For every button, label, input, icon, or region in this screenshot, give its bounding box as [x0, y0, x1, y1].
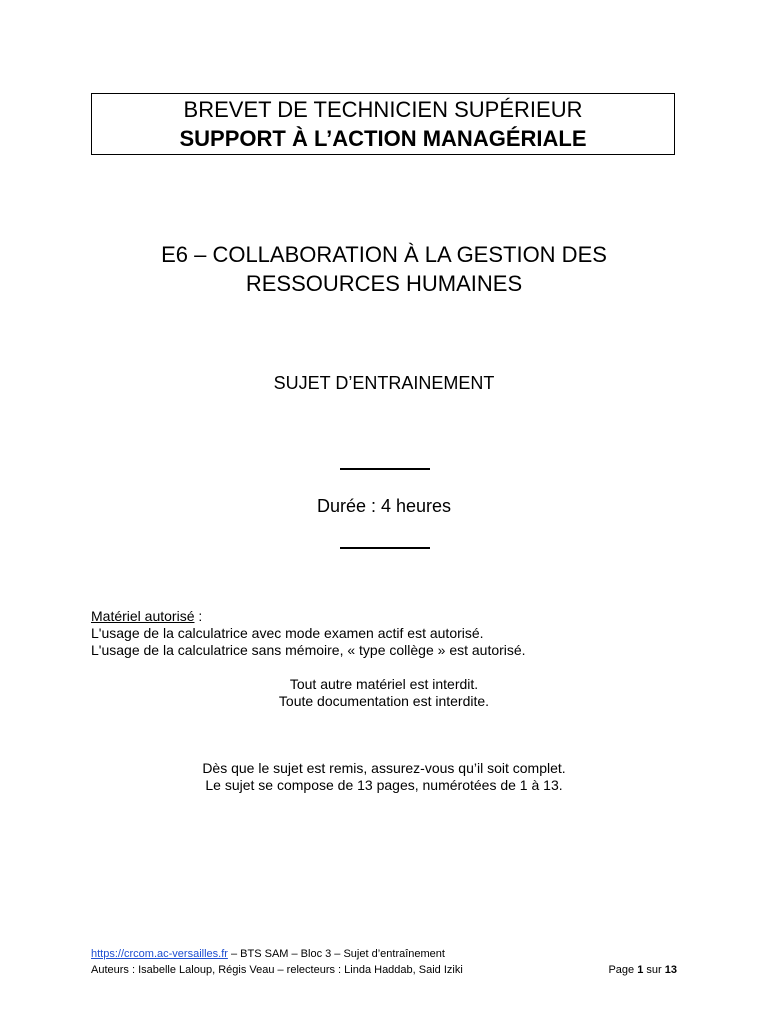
subject-type: SUJET D’ENTRAINEMENT — [273, 373, 495, 393]
diploma-title: BREVET DE TECHNICIEN SUPÉRIEUR — [183, 97, 583, 122]
page-number — [608, 962, 677, 978]
page-mid: sur — [643, 964, 665, 976]
forbidden-material — [0, 676, 768, 710]
divider-top — [340, 468, 430, 470]
footer-authors: Auteurs : Isabelle Laloup, Régis Veau – relecteurs : Linda Haddab, Said Iziki — [91, 964, 463, 976]
footer-line1 — [91, 946, 677, 962]
exam-title — [0, 240, 768, 298]
divider-bottom — [340, 547, 430, 549]
allowed-material-heading — [91, 608, 691, 625]
allowed-material-line2: L'usage de la calculatrice sans mémoire, « type collège » est autorisé. — [91, 642, 526, 658]
completeness-notice — [0, 760, 768, 794]
duration: Durée : 4 heures — [316, 496, 452, 516]
footer-course: – BTS SAM – Bloc 3 – Sujet d’entraînement — [227, 948, 445, 960]
allowed-material-colon: : — [194, 608, 203, 624]
diploma-specialty: SUPPORT À L’ACTION MANAGÉRIALE — [179, 126, 587, 151]
allowed-material-label: Matériel autorisé — [91, 608, 195, 624]
page-footer — [91, 946, 677, 980]
footer-link[interactable]: https://crcom.ac-versailles.fr — [91, 948, 228, 960]
footer-line2 — [91, 962, 677, 980]
completeness-line1: Dès que le sujet est remis, assurez-vous qu’il soit complet. — [202, 760, 566, 776]
page-total: 13 — [664, 964, 677, 976]
allowed-material-line1: L'usage de la calculatrice avec mode examen actif est autorisé. — [91, 625, 484, 641]
forbidden-material-line1: Tout autre matériel est interdit. — [289, 676, 479, 692]
forbidden-material-line2: Toute documentation est interdite. — [278, 693, 490, 709]
exam-title-line1: E6 – COLLABORATION À LA GESTION DES — [161, 242, 607, 267]
page-current: 1 — [637, 964, 644, 976]
completeness-line2: Le sujet se compose de 13 pages, numérotées de 1 à 13. — [205, 777, 563, 793]
title-box — [91, 93, 675, 155]
page-prefix: Page — [608, 964, 638, 976]
allowed-material — [91, 608, 691, 659]
exam-title-line2: RESSOURCES HUMAINES — [245, 271, 523, 296]
